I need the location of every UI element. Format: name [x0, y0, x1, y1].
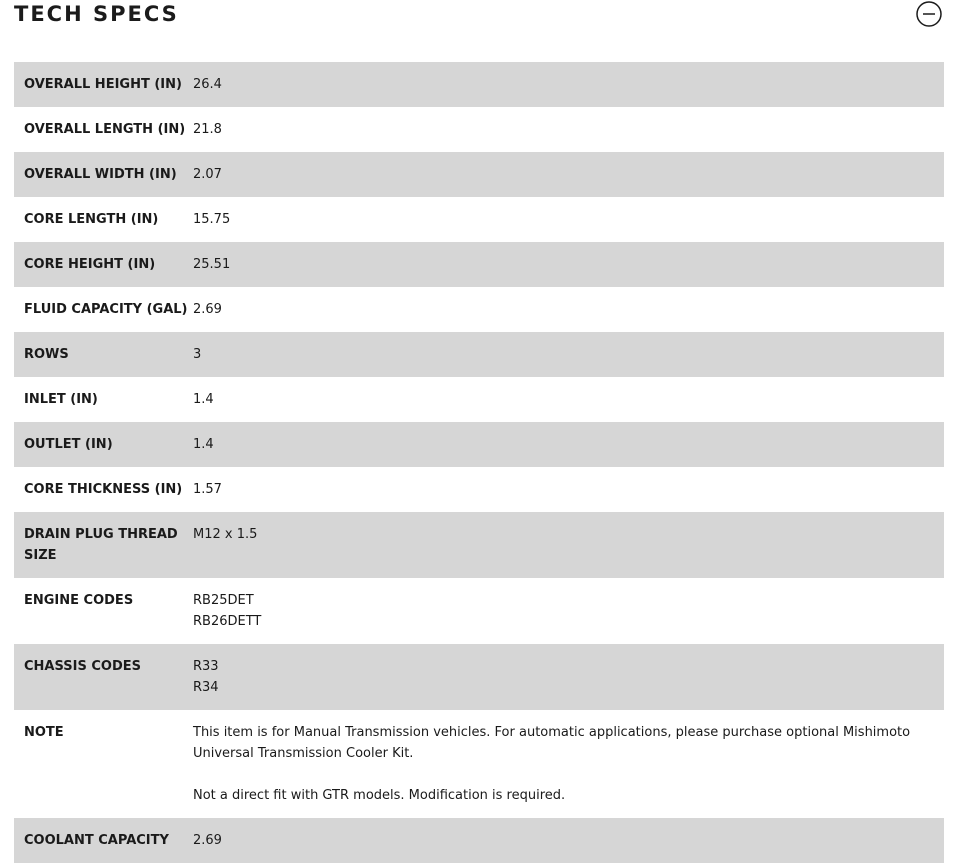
- spec-value: 1.4: [193, 392, 214, 407]
- spec-label: CHASSIS CODES: [24, 659, 141, 674]
- spec-row: [14, 107, 944, 152]
- spec-value: 1.4: [193, 437, 214, 452]
- spec-value: 21.8: [193, 122, 222, 137]
- collapse-toggle-button[interactable]: [916, 1, 940, 25]
- spec-label: NOTE: [24, 725, 64, 740]
- spec-value: [193, 656, 934, 698]
- spec-value: [193, 590, 934, 632]
- spec-label: CORE THICKNESS (IN): [24, 482, 183, 497]
- spec-table: [14, 62, 944, 863]
- spec-row: [14, 377, 944, 422]
- spec-label: COOLANT CAPACITY: [24, 833, 169, 848]
- spec-row: [14, 287, 944, 332]
- tech-specs-header: [0, 0, 953, 62]
- note-paragraph: Not a direct fit with GTR models. Modification is required.: [193, 788, 566, 803]
- spec-label: DRAIN PLUG THREAD SIZE: [24, 527, 178, 563]
- spec-row: [14, 152, 944, 197]
- spec-value: M12 x 1.5: [193, 527, 258, 542]
- spec-label: OVERALL HEIGHT (IN): [24, 77, 182, 92]
- chassis-code: R34: [193, 680, 219, 695]
- engine-code: RB25DET: [193, 593, 254, 608]
- spec-value: 26.4: [193, 77, 222, 92]
- spec-value: 15.75: [193, 212, 231, 227]
- spec-label: OVERALL WIDTH (IN): [24, 167, 177, 182]
- spec-label: ROWS: [24, 347, 69, 362]
- spec-label: INLET (IN): [24, 392, 98, 407]
- spec-label: ENGINE CODES: [24, 593, 134, 608]
- spec-row: [14, 422, 944, 467]
- spec-row: [14, 818, 944, 863]
- note-paragraph: This item is for Manual Transmission vehicles. For automatic applications, please purchase optional Mishimoto Universal Transmission Cooler Kit.: [193, 725, 911, 761]
- section-title: TECH SPECS: [14, 2, 179, 26]
- spec-row: [14, 710, 944, 818]
- minus-circle-icon: [916, 1, 942, 27]
- spec-row: [14, 512, 944, 578]
- chassis-code: R33: [193, 659, 219, 674]
- spec-label: CORE LENGTH (IN): [24, 212, 159, 227]
- spec-label: FLUID CAPACITY (GAL): [24, 302, 188, 317]
- spec-value: 2.07: [193, 167, 222, 182]
- spec-row: [14, 197, 944, 242]
- spec-value: [193, 722, 934, 806]
- spec-value: 3: [193, 347, 202, 362]
- spec-row: [14, 62, 944, 107]
- spec-label: OUTLET (IN): [24, 437, 113, 452]
- spec-row: [14, 644, 944, 710]
- spec-label: CORE HEIGHT (IN): [24, 257, 156, 272]
- spec-label: OVERALL LENGTH (IN): [24, 122, 186, 137]
- spec-value: 2.69: [193, 833, 222, 848]
- spec-value: 1.57: [193, 482, 222, 497]
- spec-value: 25.51: [193, 257, 231, 272]
- spec-row: [14, 578, 944, 644]
- spec-row: [14, 332, 944, 377]
- spec-value: 2.69: [193, 302, 222, 317]
- spec-row: [14, 242, 944, 287]
- spec-row: [14, 467, 944, 512]
- engine-code: RB26DETT: [193, 614, 262, 629]
